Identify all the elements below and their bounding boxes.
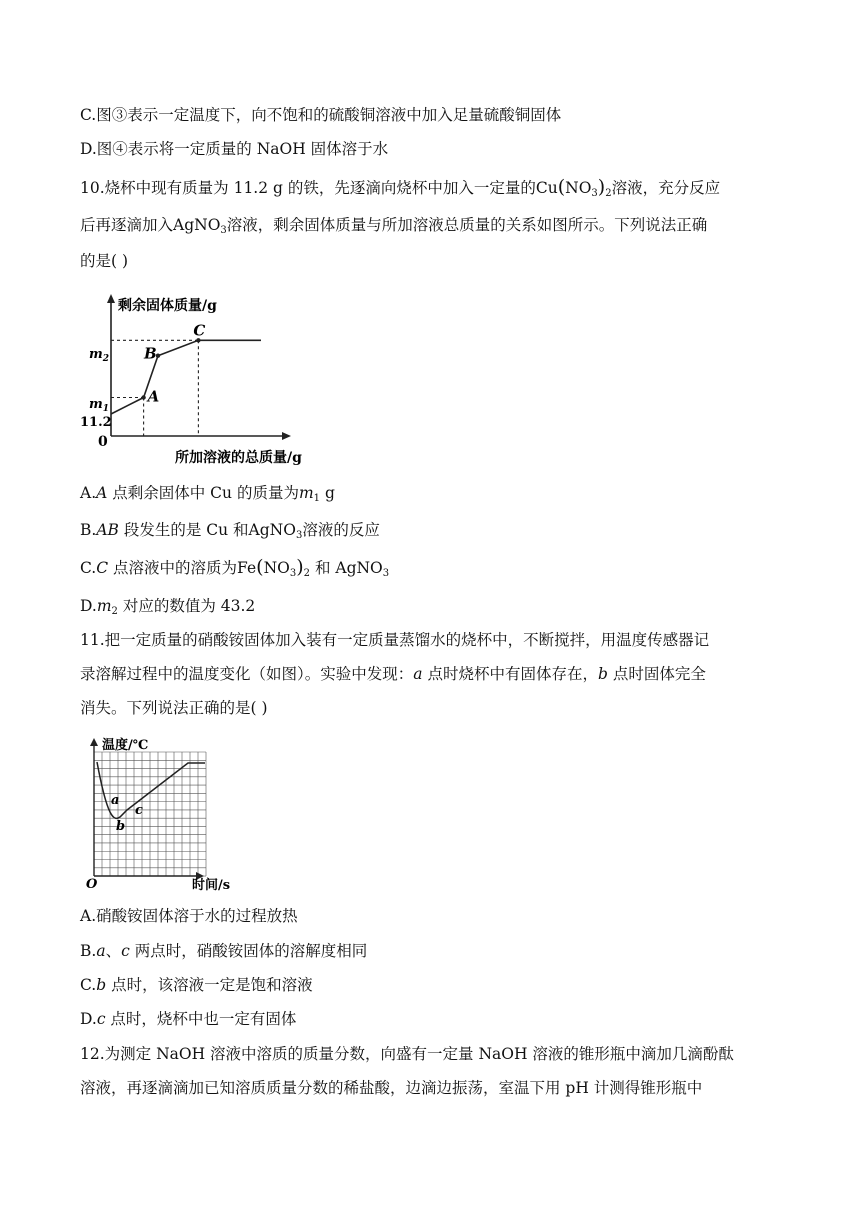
option-11-b: B.a、c 两点时，硝酸铵固体的溶解度相同 (80, 942, 368, 960)
point-label-b: B (143, 344, 157, 363)
question-11-line-1: 11.把一定质量的硝酸铵固体加入装有一定质量蒸馏水的烧杯中，不断搅拌，用温度传感器记 (80, 631, 710, 649)
option-10-c: C.C 点溶液中的溶质为$Fe(NO_3)_2$ 和 AgNO$_3$ (80, 556, 390, 579)
question-11-line-3: 消失。下列说法正确的是( ) (80, 699, 268, 717)
tick-label-start: 11.2 (80, 415, 112, 430)
option-d-prev: D.图④表示将一定质量的 NaOH 固体溶于水 (80, 140, 389, 158)
origin-label: 0 (98, 434, 108, 450)
option-c-prev: C.图③表示一定温度下，向不饱和的硫酸铜溶液中加入足量硫酸铜固体 (80, 106, 562, 124)
tick-label-m1: $m_1$ (89, 397, 110, 414)
tick-label-m2: $m_2$ (89, 347, 110, 364)
formula-agno3: AgNO$_3$ (173, 216, 227, 236)
question-10-line-3: 的是( ) (80, 252, 129, 270)
x-axis-label: 时间/s (192, 878, 231, 893)
option-11-c: C.b 点时，该溶液一定是饱和溶液 (80, 976, 313, 994)
chart-q11 (80, 734, 250, 894)
question-10-line-1: 10.烧杯中现有质量为 11.2 g 的铁，先逐滴向烧杯中加入一定量的$Cu(NO_3)_2$溶液，充分反应 (80, 176, 721, 199)
chart-q10 (80, 290, 340, 470)
origin-label: O (86, 877, 98, 892)
option-10-a: A.A 点剩余固体中 Cu 的质量为$m_1$ g (80, 484, 335, 504)
y-axis-arrow (107, 294, 115, 303)
option-11-a: A.硝酸铵固体溶于水的过程放热 (80, 907, 298, 925)
question-12-line-1: 12.为测定 NaOH 溶液中溶质的质量分数，向盛有一定量 NaOH 溶液的锥形瓶中滴加几滴酚酞 (80, 1045, 734, 1063)
y-axis-arrow (90, 738, 98, 746)
point-label-c: c (135, 803, 143, 818)
y-axis-label: 剩余固体质量/g (118, 298, 217, 314)
option-10-d: $D.m_2$ 对应的数值为 43.2 (80, 597, 256, 617)
formula-cu-no3-2: $Cu(NO_3)_2$ (535, 176, 612, 199)
point-label-a: a (111, 793, 120, 808)
point-label-b: b (116, 819, 126, 834)
point-label-a: A (147, 387, 160, 406)
point-label-c: C (193, 321, 206, 340)
x-axis-label: 所加溶液的总质量/g (175, 450, 302, 466)
point-a (141, 395, 145, 399)
question-11-line-2: 录溶解过程中的温度变化（如图）。实验中发现：a 点时烧杯中有固体存在，b 点时固体完全 (80, 665, 706, 683)
series-line (111, 340, 261, 414)
x-axis-arrow (282, 432, 291, 440)
option-10-b: B.AB 段发生的是 Cu 和AgNO$_3$溶液的反应 (80, 521, 380, 541)
question-12-line-2: 溶液，再逐滴滴加已知溶质质量分数的稀盐酸，边滴边振荡，室温下用 pH 计测得锥形瓶中 (80, 1079, 703, 1097)
option-11-d: D.c 点时，烧杯中也一定有固体 (80, 1010, 297, 1028)
question-10-line-2: 后再逐滴加入AgNO$_3$溶液，剩余固体质量与所加溶液总质量的关系如图所示。下列说法正确 (80, 216, 708, 236)
y-axis-label: 温度/℃ (102, 738, 149, 753)
